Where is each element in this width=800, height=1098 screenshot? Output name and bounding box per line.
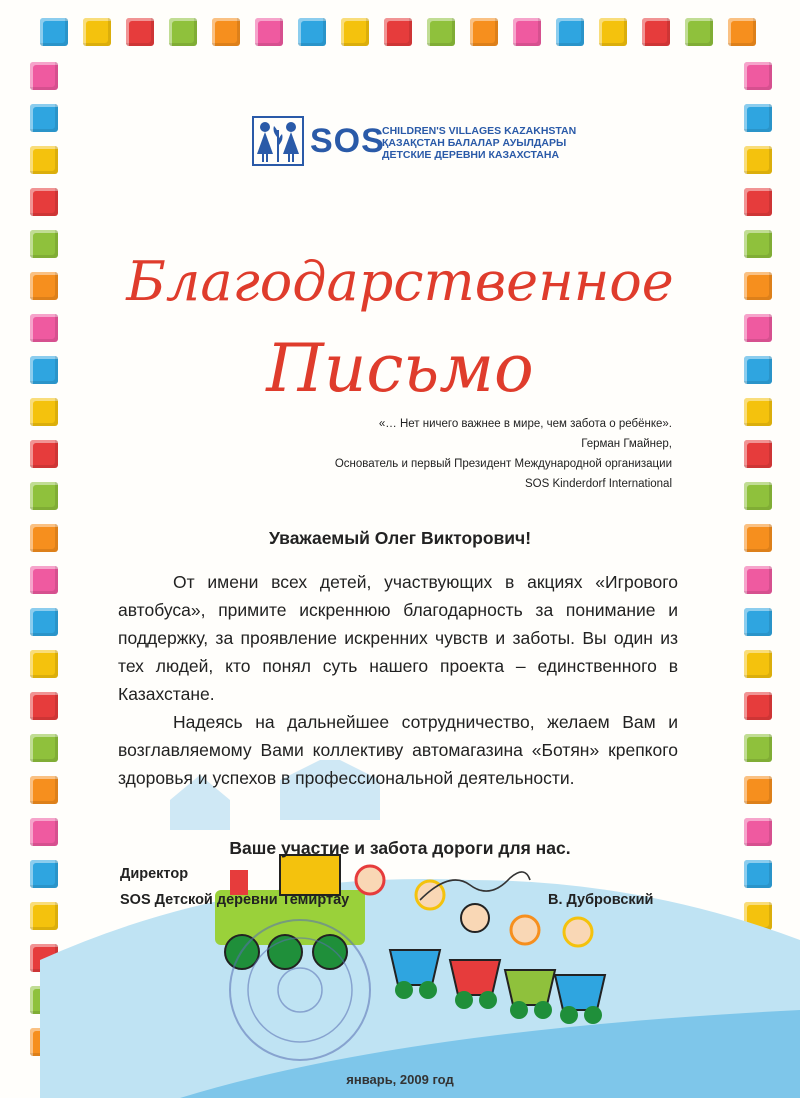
border-tile (30, 398, 58, 426)
border-tile (30, 482, 58, 510)
border-tile (556, 18, 584, 46)
border-tile (30, 608, 58, 636)
border-tile (728, 18, 756, 46)
border-tile (744, 608, 772, 636)
border-tile (30, 230, 58, 258)
children-train-illustration (0, 760, 800, 1098)
border-tile (169, 18, 197, 46)
paragraph-2: Надеясь на дальнейшее сотрудничество, желаем Вам и возглавляемому Вами коллективу автомагазина «Ботян» крепкого здоровья и успехов в профессиональной деятельности. (118, 712, 678, 788)
border-tile (30, 314, 58, 342)
epigraph-role: Основатель и первый Президент Международной организации (334, 458, 672, 470)
border-tile (30, 104, 58, 132)
signer-organization: SOS Детской деревни Темиртау (120, 892, 350, 908)
logo-tagline (382, 125, 576, 161)
letter-body (118, 568, 678, 792)
sos-logo (252, 116, 622, 168)
epigraph-author: Герман Гмайнер, (581, 438, 672, 450)
border-tile (30, 62, 58, 90)
border-tile (744, 566, 772, 594)
logo-brand: SOS (310, 122, 385, 160)
title-line-2: Письмо (266, 330, 534, 407)
border-tile (30, 734, 58, 762)
sos-children-icon (252, 116, 304, 166)
border-tile (744, 230, 772, 258)
border-tile (30, 566, 58, 594)
border-tile (427, 18, 455, 46)
locomotive-icon (215, 855, 365, 969)
logo-line-kz: ҚАЗАҚСТАН БАЛАЛАР АУЫЛДАРЫ (382, 137, 567, 149)
border-tile (744, 104, 772, 132)
border-tile (599, 18, 627, 46)
logo-line-en: CHILDREN'S VILLAGES KAZAKHSTAN (382, 125, 577, 137)
epigraph-org: SOS Kinderdorf International (524, 478, 672, 490)
border-tile (744, 650, 772, 678)
border-tile (30, 272, 58, 300)
border-tile (30, 440, 58, 468)
border-tile (30, 650, 58, 678)
border-tile (255, 18, 283, 46)
border-tile (83, 18, 111, 46)
border-tile (744, 440, 772, 468)
border-tile (212, 18, 240, 46)
border-tile (126, 18, 154, 46)
border-tile (513, 18, 541, 46)
border-tile (30, 356, 58, 384)
border-tile (744, 356, 772, 384)
closing-line: Ваше участие и забота дороги для нас. (229, 838, 571, 858)
logo-line-ru: ДЕТСКИЕ ДЕРЕВНИ КАЗАХСТАНА (382, 149, 560, 161)
letter-date: январь, 2009 год (346, 1072, 454, 1087)
border-tile (744, 272, 772, 300)
border-tile (744, 314, 772, 342)
signer-name: В. Дубровский (548, 892, 654, 908)
border-tile (744, 398, 772, 426)
paragraph-1: От имени всех детей, участвующих в акциях «Игрового автобуса», примите искреннюю благодарность за понимание и поддержку, за проявление искренних чувств и заботы. Вы один из тех людей, кто понял суть нашего проекта – единственного в Казахстане. (118, 572, 678, 704)
border-tile (642, 18, 670, 46)
border-tile (298, 18, 326, 46)
border-tile (744, 146, 772, 174)
epigraph-quote: «… Нет ничего важнее в мире, чем забота о ребёнке». (378, 418, 672, 430)
border-tile (40, 18, 68, 46)
border-tile (384, 18, 412, 46)
border-tile (30, 692, 58, 720)
border-tile (30, 188, 58, 216)
border-tile (30, 146, 58, 174)
border-tile (744, 188, 772, 216)
border-tile (341, 18, 369, 46)
border-tile (470, 18, 498, 46)
epigraph (335, 414, 672, 494)
border-tile (685, 18, 713, 46)
border-tile (744, 482, 772, 510)
title-line-1: Благодарственное (126, 250, 674, 313)
border-tile (744, 734, 772, 762)
salutation: Уважаемый Олег Викторович! (268, 528, 532, 548)
border-tile (744, 692, 772, 720)
border-tile (744, 62, 772, 90)
signer-role: Директор (120, 866, 189, 882)
